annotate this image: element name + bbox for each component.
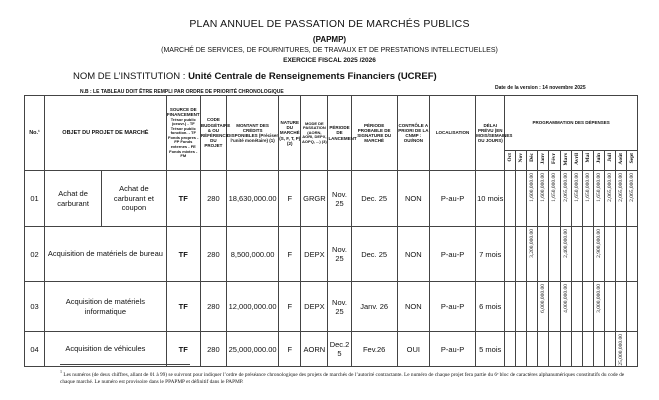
month-amount: 2,065,000.00 xyxy=(617,173,624,202)
month-label: Sept xyxy=(628,153,635,164)
month-label: Juin xyxy=(595,153,602,164)
month-amount-cell xyxy=(615,171,626,227)
month-amount: 2,065,000.00 xyxy=(562,173,569,202)
month-amount: 6,000,000.00 xyxy=(540,284,547,313)
header-controle: CONTRÔLE A PRIORI DE LA CNMP : OUI/NON xyxy=(397,96,429,171)
month-amount-cell xyxy=(527,282,538,332)
month-header xyxy=(505,151,516,171)
month-amount-cell xyxy=(560,171,571,227)
header-localisation: LOCALISATION xyxy=(429,96,475,171)
row-nature: F xyxy=(279,282,301,332)
footnote xyxy=(60,369,635,386)
month-amount-cell xyxy=(538,282,549,332)
month-header xyxy=(516,151,527,171)
month-amount-cell xyxy=(549,332,560,367)
footnote-marker: 1 xyxy=(60,369,62,374)
institution-value: Unité Centrale de Renseignements Financiers (UCREF) xyxy=(188,71,437,82)
row-controle: NON xyxy=(397,282,429,332)
month-amount-cell xyxy=(604,282,615,332)
month-label: Oct xyxy=(507,153,514,162)
row-signature: Dec. 25 xyxy=(351,171,397,227)
month-header xyxy=(527,151,538,171)
table-row xyxy=(25,332,638,367)
month-amount-cell xyxy=(571,171,582,227)
row-objet: Acquisition de matériels informatique xyxy=(45,282,167,332)
month-amount: 1,650,000.00 xyxy=(573,173,580,202)
month-amount-cell xyxy=(604,332,615,367)
month-amount-cell xyxy=(527,227,538,282)
row-lancement: Dec.2 5 xyxy=(328,332,351,367)
month-amount-cell xyxy=(538,332,549,367)
month-amount-cell xyxy=(615,227,626,282)
table-header-row xyxy=(25,96,638,151)
priority-note: N.B : LE TABLEAU DOIT ÊTRE REMPLI PAR ORDRE DE PRIORITÉ CHRONOLOGIQUE xyxy=(80,89,284,95)
header-delai: DÉLAI PRÉVU (EN MOIS/SEMAINES OU JOURS) xyxy=(476,96,505,171)
month-amount-cell xyxy=(571,332,582,367)
month-amount-cell xyxy=(615,282,626,332)
month-amount-cell xyxy=(593,332,604,367)
month-label: Janv xyxy=(540,153,547,165)
month-amount: 2,900,000.00 xyxy=(595,229,602,258)
month-amount: 3,200,000.00 xyxy=(529,229,536,258)
header-source-detail: Trésor public (oeuvr.) - TF Trésor public fonction. - TF Fonds propres - FP Fonds externes - FE Fonds mixtes - FM xyxy=(168,116,199,159)
header-signature: PÉRIODE PROBABLE DE SIGNATURE DU MARCHÉ xyxy=(351,96,397,171)
month-amount-cell xyxy=(549,282,560,332)
month-amount-cell xyxy=(626,227,637,282)
row-objet: Acquisition de matériels de bureau xyxy=(45,227,167,282)
row-code: 280 xyxy=(200,227,226,282)
fiscal-year: EXERCICE FISCAL 2025 /2026 xyxy=(283,57,376,64)
month-amount: 1,650,000.00 xyxy=(584,173,591,202)
row-localisation: P-au-P xyxy=(429,227,475,282)
month-amount: 25,000,000.00 xyxy=(617,334,624,366)
footnote-divider xyxy=(60,364,190,365)
row-controle: NON xyxy=(397,171,429,227)
month-header xyxy=(538,151,549,171)
row-objet: Acquisition de véhicules xyxy=(45,332,167,367)
month-amount-cell xyxy=(582,282,593,332)
row-code: 280 xyxy=(200,332,226,367)
month-amount-cell xyxy=(593,282,604,332)
row-number: 01 xyxy=(25,171,45,227)
objet-detail: Achat de carburant et coupon xyxy=(113,184,154,213)
month-amount-cell xyxy=(538,171,549,227)
row-mode: AORN xyxy=(301,332,328,367)
month-amount-cell xyxy=(505,227,516,282)
row-delai: 5 mois xyxy=(476,332,505,367)
month-amount-cell xyxy=(549,171,560,227)
row-number: 03 xyxy=(25,282,45,332)
row-source: TF xyxy=(166,171,200,227)
row-number: 04 xyxy=(25,332,45,367)
month-header xyxy=(560,151,571,171)
row-montant: 8,500,000.00 xyxy=(226,227,278,282)
header-programmation: PROGRAMMATION DES DÉPENSES xyxy=(505,96,638,151)
month-label: Août xyxy=(617,153,624,165)
month-amount-cell xyxy=(615,332,626,367)
row-source: TF xyxy=(166,332,200,367)
row-delai: 7 mois xyxy=(476,227,505,282)
month-amount-cell xyxy=(582,332,593,367)
row-signature: Dec. 25 xyxy=(351,227,397,282)
month-label: Juil xyxy=(606,153,613,162)
header-nature: NATURE DU MARCHÉ (S, F, T, P) (2) xyxy=(279,96,301,171)
month-label: Déc xyxy=(529,153,536,162)
month-label: Févr xyxy=(551,153,558,164)
month-amount-cell xyxy=(505,282,516,332)
month-amount-cell xyxy=(527,332,538,367)
row-montant: 12,000,000.00 xyxy=(226,282,278,332)
month-amount-cell xyxy=(516,171,527,227)
institution-label: NOM DE L’INSTITUTION : xyxy=(73,71,189,82)
month-amount-cell xyxy=(626,332,637,367)
plan-acronym: (PAPMP) xyxy=(312,35,347,44)
month-amount-cell xyxy=(582,227,593,282)
plan-title: PLAN ANNUEL DE PASSATION DE MARCHÉS PUBLICS xyxy=(189,18,470,30)
month-amount-cell xyxy=(593,171,604,227)
header-source xyxy=(166,96,200,171)
row-mode: DEPX xyxy=(301,282,328,332)
table-row xyxy=(25,171,638,227)
month-amount: 1,600,000.00 xyxy=(540,173,547,202)
month-amount-cell xyxy=(516,227,527,282)
month-amount-cell xyxy=(560,227,571,282)
month-header xyxy=(549,151,560,171)
month-amount-cell xyxy=(516,332,527,367)
row-controle: OUI xyxy=(397,332,429,367)
month-header xyxy=(593,151,604,171)
month-amount: 3,000,000.00 xyxy=(595,284,602,313)
objet-split xyxy=(45,171,166,226)
month-header xyxy=(571,151,582,171)
header-lancement: PÉRIODE DE LANCEMENT xyxy=(328,96,351,171)
row-source: TF xyxy=(166,227,200,282)
header-code: CODE BUDGÉTAIRE & OU RÉFÉRENCE DU PROJET xyxy=(200,96,226,171)
month-amount: 2,065,000.00 xyxy=(628,173,635,202)
header-mode: MODE DE PASSATION (AORN, AORI, DEPX, AOPQ, ...) (3) xyxy=(301,96,328,171)
plan-subtitle: (MARCHÉ DE SERVICES, DE FOURNITURES, DE TRAVAUX ET DE PRESTATIONS INTELLECTUELLES) xyxy=(161,47,498,54)
month-header xyxy=(615,151,626,171)
month-amount-cell xyxy=(516,282,527,332)
row-signature: Fev.26 xyxy=(351,332,397,367)
row-signature: Janv. 26 xyxy=(351,282,397,332)
row-delai: 6 mois xyxy=(476,282,505,332)
row-lancement: Nov. 25 xyxy=(328,227,351,282)
row-lancement: Nov. 25 xyxy=(328,282,351,332)
footnote-text: Les numéros (de deux chiffres, allant de 01 à 99) se suivront pour indiquer l’ordre de préséance chronologique des projets de marchés de l’autorité contractante. Le numéro de chaque projet fera partie du 6ᵉ bloc de caractères alphanumériques constitutifs du code de chaque marché. Le numéro est provisoire dans le PPAPMP et définitif dans le PAPMP. xyxy=(60,371,625,385)
row-delai: 10 mois xyxy=(476,171,505,227)
header-no: No.¹ xyxy=(25,96,45,171)
month-amount-cell xyxy=(549,227,560,282)
header-objet: OBJET DU PROJET DE MARCHÉ xyxy=(45,96,167,171)
month-header xyxy=(582,151,593,171)
month-header xyxy=(604,151,615,171)
month-amount: 1,650,000.00 xyxy=(551,173,558,202)
row-nature: F xyxy=(279,171,301,227)
month-amount-cell xyxy=(571,282,582,332)
table-row xyxy=(25,282,638,332)
month-amount: 4,000,000.00 xyxy=(562,284,569,313)
header-montant: MONTANT DES CRÉDITS DISPONIBLES (Préciser l’unité monétaire) (1) xyxy=(226,96,278,171)
row-nature: F xyxy=(279,227,301,282)
header-source-label: SOURCE DE FINANCEMENT xyxy=(166,107,200,118)
month-amount-cell xyxy=(560,282,571,332)
row-localisation: P-au-P xyxy=(429,282,475,332)
procurement-table xyxy=(24,95,638,367)
month-label: Avril xyxy=(573,153,580,165)
row-localisation: P-au-P xyxy=(429,171,475,227)
month-amount-cell xyxy=(560,332,571,367)
row-localisation: P-au-P xyxy=(429,332,475,367)
row-montant: 18,630,000.00 xyxy=(226,171,278,227)
row-mode: DEPX xyxy=(301,227,328,282)
month-amount-cell xyxy=(626,171,637,227)
month-amount-cell xyxy=(505,332,516,367)
month-header xyxy=(626,151,637,171)
month-label: Nov xyxy=(518,153,525,163)
month-amount-cell xyxy=(604,227,615,282)
row-montant: 25,000,000.00 xyxy=(226,332,278,367)
version-date: Date de la version : 14 novembre 2025 xyxy=(495,85,586,91)
month-amount: 1,650,000.00 xyxy=(595,173,602,202)
row-number: 02 xyxy=(25,227,45,282)
institution-name xyxy=(73,71,437,82)
month-amount: 2,400,000.00 xyxy=(562,229,569,258)
row-controle: NON xyxy=(397,227,429,282)
month-amount-cell xyxy=(571,227,582,282)
row-nature: F xyxy=(279,332,301,367)
month-amount-cell xyxy=(527,171,538,227)
month-amount-cell xyxy=(505,171,516,227)
table-row xyxy=(25,227,638,282)
row-mode: GRGR xyxy=(301,171,328,227)
month-amount: 1,600,000.00 xyxy=(529,173,536,202)
row-code: 280 xyxy=(200,282,226,332)
row-lancement: Nov. 25 xyxy=(328,171,351,227)
month-amount-cell xyxy=(593,227,604,282)
row-source: TF xyxy=(166,282,200,332)
month-amount-cell xyxy=(626,282,637,332)
row-code: 280 xyxy=(200,171,226,227)
month-amount: 2,065,000.00 xyxy=(606,173,613,202)
row-objet xyxy=(45,171,167,227)
objet-main: Achat de carburant xyxy=(45,171,102,226)
month-label: Mars xyxy=(562,153,569,166)
month-label: Mai xyxy=(584,153,591,163)
month-amount-cell xyxy=(538,227,549,282)
month-amount-cell xyxy=(582,171,593,227)
month-amount-cell xyxy=(604,171,615,227)
